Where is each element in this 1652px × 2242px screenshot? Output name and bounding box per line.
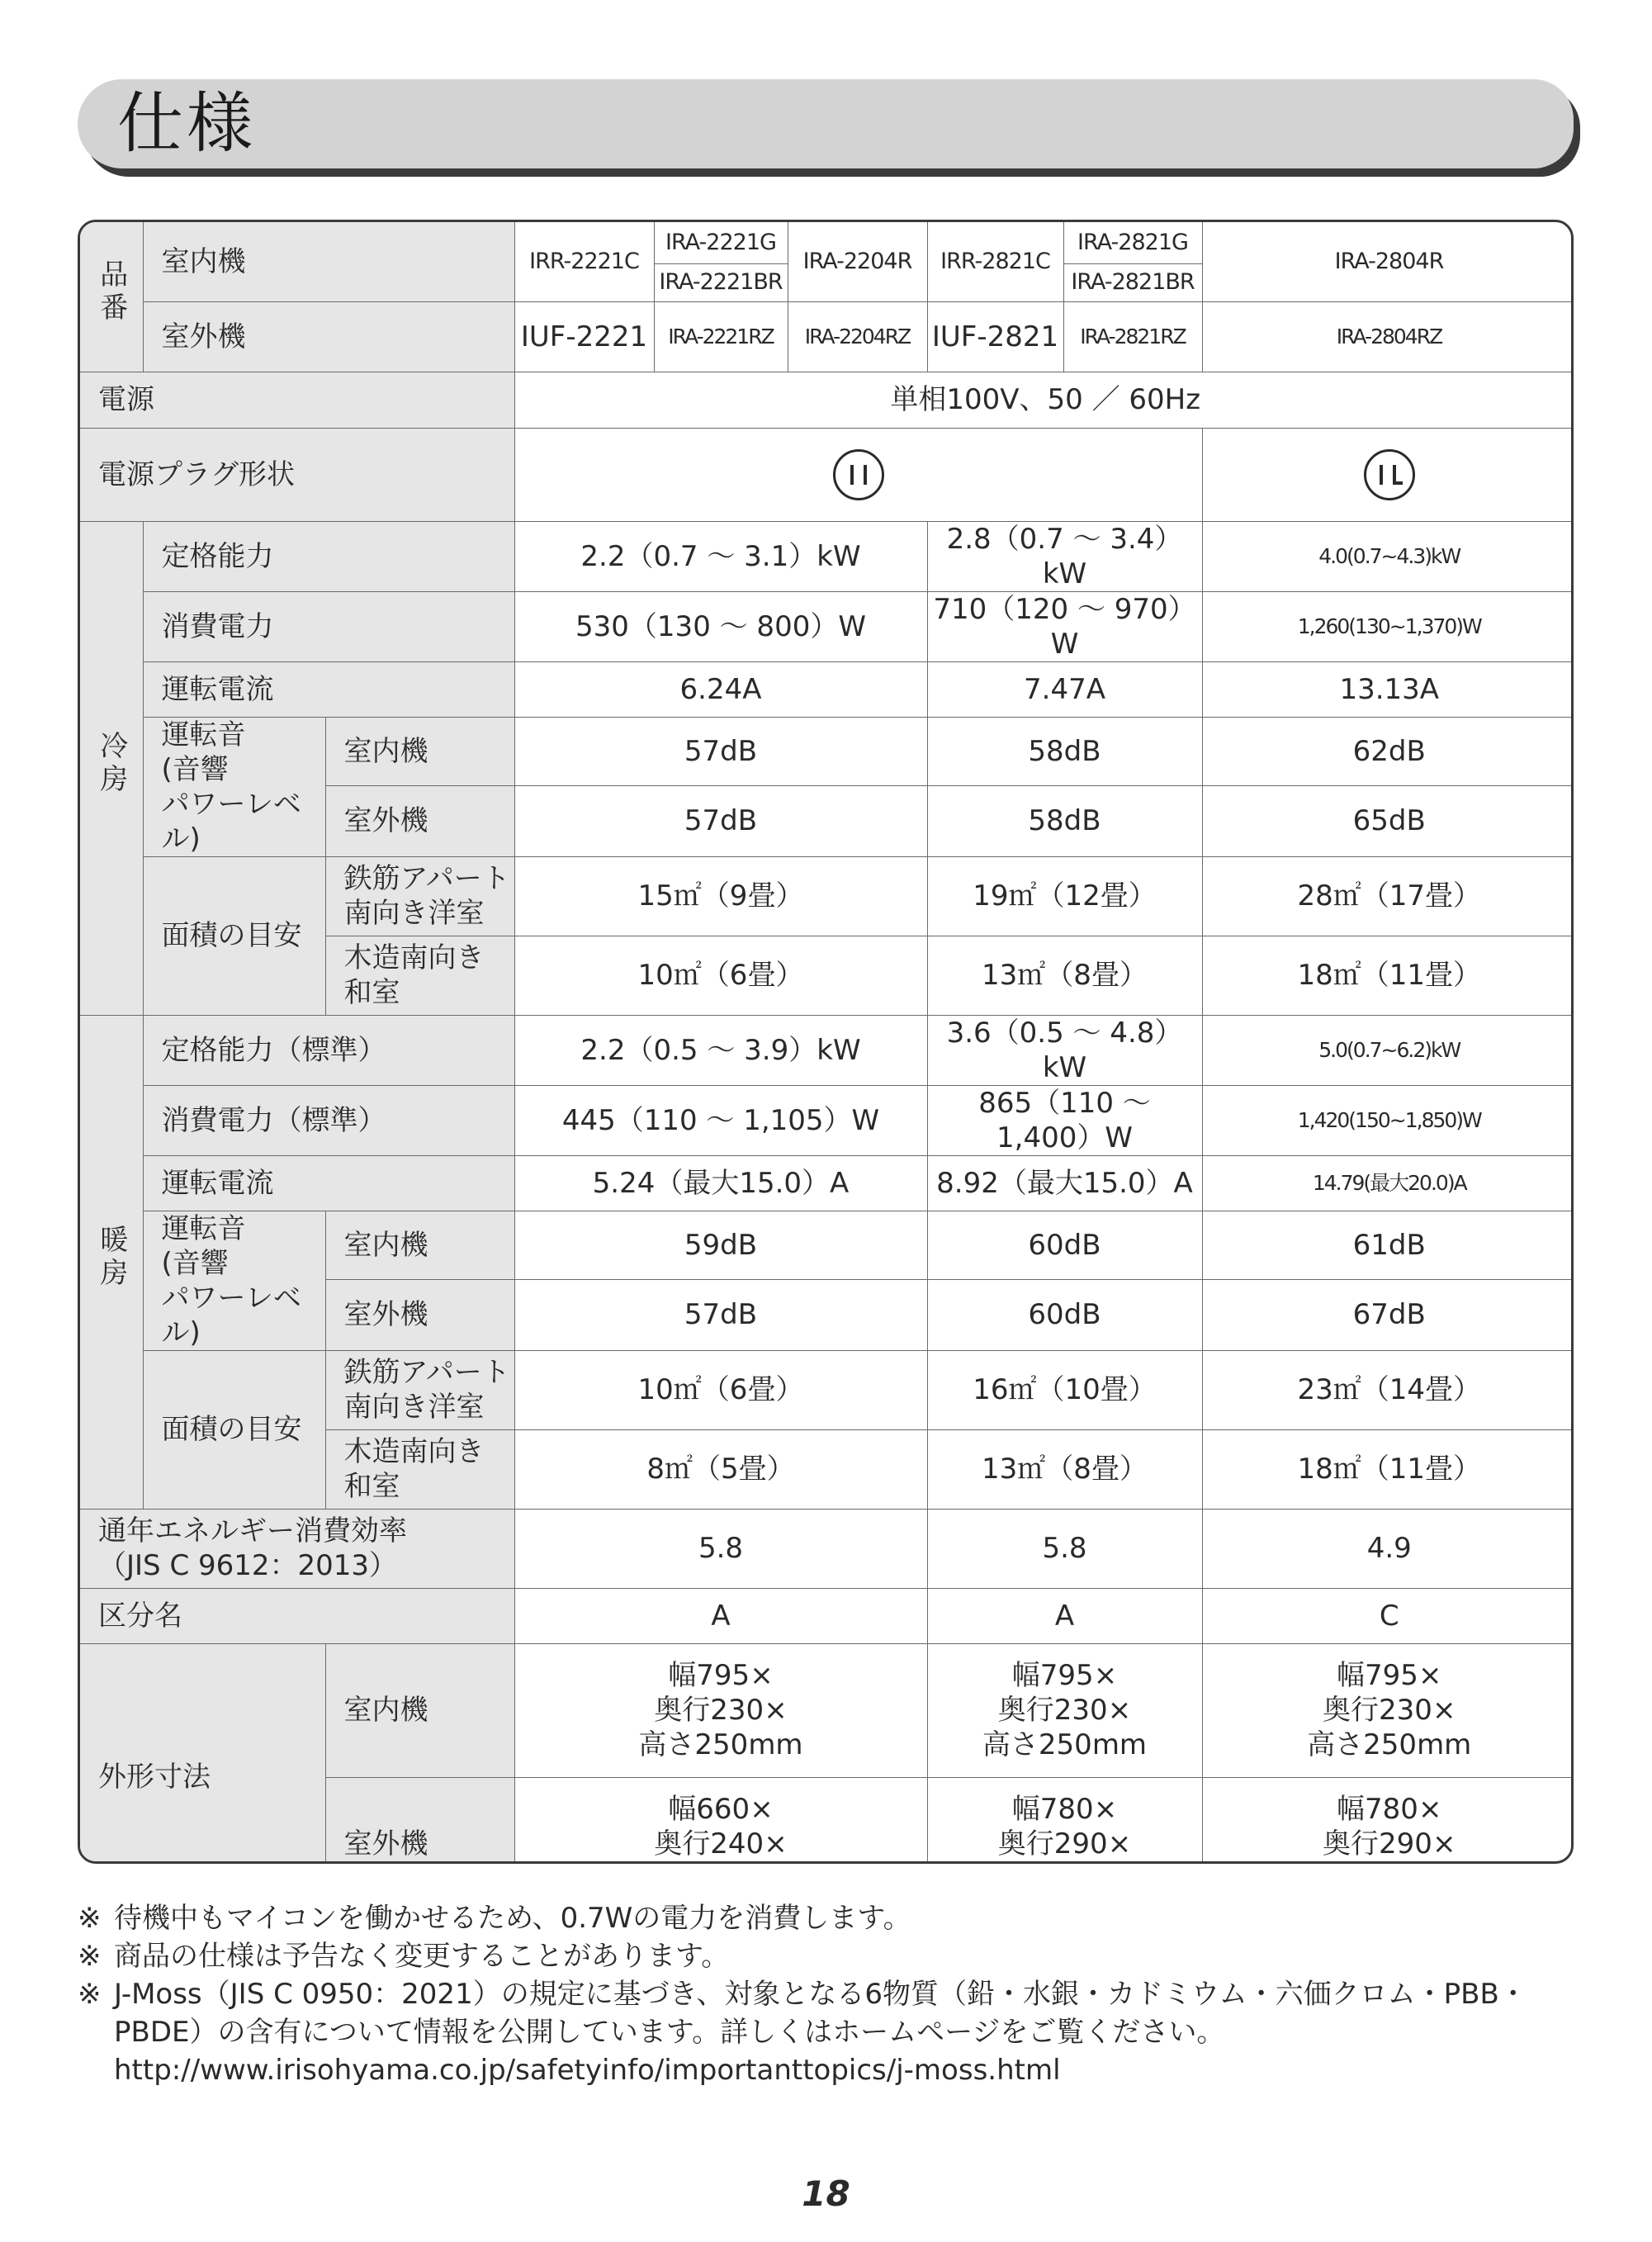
noise-label-cell [143,717,325,856]
note-text-block [114,1975,1580,2089]
noise-label-line: 運転音 [161,718,246,751]
dims-line: 幅795× [668,1659,774,1692]
note-text: 商品の仕様は予告なく変更することがあります。 [114,1940,730,1973]
heating-label: 暖房 [94,1225,128,1291]
indoor-model-label: 室内機 [143,222,514,301]
value-cell: 57dB [514,1280,927,1350]
model-cell: IRA-2204R [788,222,927,301]
note-text: PBDE）の含有について情報を公開しています。詳しくはホームページをご覧ください。 [114,2016,1225,2049]
value-cell: 865（110 ～ 1,400）W [927,1085,1202,1155]
dims-line: 幅795× [1337,1659,1442,1692]
table-row [80,1211,1574,1280]
value-cell: 10㎡（6畳） [514,1350,927,1429]
noise-label-line: パワーレベル) [161,1281,301,1349]
value-cell: 2.8（0.7 ～ 3.4）kW [927,521,1202,591]
table-row [80,856,1574,936]
value-cell: 14.79(最大20.0)A [1202,1155,1574,1211]
dims-line: 高さ250mm [1307,1728,1472,1761]
l-shaped-plug-icon [1364,449,1415,500]
class-label: 区分名 [80,1588,514,1643]
value-cell: 13㎡（8畳） [927,1429,1202,1509]
table-row [80,1350,1574,1429]
table-row [80,301,1574,372]
heating-label-cell [80,1015,143,1509]
dims-line: 幅795× [1011,1659,1118,1692]
value-cell: 1,260(130~1,370)W [1202,591,1574,661]
area-rc-label-line: 南向き洋室 [343,897,485,930]
note-url: http://www.irisohyama.co.jp/safetyinfo/importanttopics/j-moss.html [114,2054,1061,2087]
value-cell: C [1202,1588,1574,1643]
note-item [78,1937,1580,1975]
value-cell: 710（120 ～ 970）W [927,591,1202,661]
value-cell: 4.0(0.7~4.3)kW [1202,521,1574,591]
dims-outdoor-label: 室外機 [325,1777,514,1864]
value-cell: 13㎡（8畳） [927,936,1202,1015]
table-row [80,1015,1574,1085]
dims-cell [927,1777,1202,1864]
table-row [80,1509,1574,1588]
hinban-label-cell [80,222,143,372]
dims-line: 幅780× [1337,1793,1442,1826]
model-cell: IRA-2221BR [654,263,788,301]
value-cell: 5.24（最大15.0）A [514,1155,927,1211]
value-cell: 57dB [514,786,927,856]
outdoor-model-label: 室外機 [143,301,514,372]
dims-indoor-label: 室内機 [325,1643,514,1777]
area-wood-label-line: 木造南向き [343,1435,485,1468]
value-cell: 60dB [927,1211,1202,1280]
area-label: 面積の目安 [143,856,325,1015]
value-cell: 62dB [1202,717,1574,786]
noise-label-line: パワーレベル) [161,787,301,856]
dims-line: 奥行290× [1323,1827,1456,1860]
value-cell: A [927,1588,1202,1643]
cooling-label: 冷房 [94,731,128,797]
model-cell: IRA-2221G [654,222,788,263]
value-cell: 58dB [927,786,1202,856]
value-cell: 530（130 ～ 800）W [514,591,927,661]
area-wood-label-line: 和室 [343,976,400,1009]
value-cell: 5.8 [927,1509,1202,1588]
title-bar [78,79,1574,168]
dims-line: 幅780× [1011,1793,1118,1826]
area-wood-label [325,936,514,1015]
table-row [80,717,1574,786]
dims-line [1203,1861,1574,1864]
table-row [80,1155,1574,1211]
model-cell: IRA-2821RZ [1063,301,1202,372]
dims-line: 奥行230× [654,1694,788,1727]
noise-label-line: 運転音 [161,1211,246,1245]
value-cell: 13.13A [1202,661,1574,717]
notes [78,1899,1580,2089]
plug-type-cell [514,428,1202,521]
parallel-plug-icon [833,449,884,500]
noise-outdoor-label: 室外機 [325,786,514,856]
value-cell: 1,420(150~1,850)W [1202,1085,1574,1155]
dims-line: 奥行290× [997,1827,1132,1860]
table-row [80,1085,1574,1155]
value-cell: 4.9 [1202,1509,1574,1588]
table-row [80,222,1574,263]
table-row [80,591,1574,661]
hinban-label: 品番 [94,259,128,326]
value-cell: 60dB [927,1280,1202,1350]
dims-line: 幅660× [668,1793,774,1826]
table-row [80,428,1574,521]
model-cell: IRA-2804RZ [1202,301,1574,372]
value-cell: 8.92（最大15.0）A [927,1155,1202,1211]
plug-label: 電源プラグ形状 [80,428,514,521]
model-cell: IUF-2821 [927,301,1063,372]
table-row [80,1588,1574,1643]
noise-label-cell [143,1211,325,1350]
value-cell: 445（110 ～ 1,105）W [514,1085,927,1155]
apf-label-line: （JIS C 9612：2013） [98,1549,398,1582]
value-cell: 2.2（0.5 ～ 3.9）kW [514,1015,927,1085]
value-cell: A [514,1588,927,1643]
dims-line: 奥行230× [997,1694,1132,1727]
model-cell: IRA-2221RZ [654,301,788,372]
value-cell: 7.47A [927,661,1202,717]
power-consumption-std-label: 消費電力（標準） [143,1085,514,1155]
value-cell: 59dB [514,1211,927,1280]
value-cell: 58dB [927,717,1202,786]
value-cell: 61dB [1202,1211,1574,1280]
rated-capacity-label: 定格能力 [143,521,514,591]
note-mark: ※ [78,1978,102,2011]
current-label: 運転電流 [143,661,514,717]
cooling-label-cell [80,521,143,1015]
value-cell: 15㎡（9畳） [514,856,927,936]
power-consumption-label: 消費電力 [143,591,514,661]
model-cell: IRR-2221C [514,222,654,301]
model-cell: IRR-2821C [927,222,1063,301]
dims-cell [1202,1777,1574,1864]
model-cell: IRA-2204RZ [788,301,927,372]
value-cell: 67dB [1202,1280,1574,1350]
model-cell: IUF-2221 [514,301,654,372]
area-wood-label [325,1429,514,1509]
noise-label-line: (音響 [161,1246,229,1280]
spec-table-frame [78,220,1574,1864]
value-cell: 6.24A [514,661,927,717]
area-label: 面積の目安 [143,1350,325,1509]
dims-line: 奥行230× [1323,1694,1456,1727]
apf-label [80,1509,514,1588]
value-cell: 18㎡（11畳） [1202,1429,1574,1509]
value-cell: 18㎡（11畳） [1202,936,1574,1015]
dims-line: 奥行240× [654,1827,788,1860]
value-cell: 57dB [514,717,927,786]
dims-line: 高さ250mm [638,1728,803,1761]
value-cell: 19㎡（12畳） [927,856,1202,936]
note-text: J-Moss（JIS C 0950：2021）の規定に基づき、対象となる6物質（鉛・水銀・カドミウム・六価クロム・PBB・ [114,1978,1527,2011]
noise-label-line: (音響 [161,752,229,786]
note-text: 待機中もマイコンを働かせるため、0.7Wの電力を消費します。 [114,1902,911,1935]
value-cell: 2.2（0.7 ～ 3.1）kW [514,521,927,591]
value-cell: 10㎡（6畳） [514,936,927,1015]
spec-table [80,222,1574,1864]
area-rc-label-line: 南向き洋室 [343,1391,485,1424]
dims-cell [1202,1643,1574,1777]
value-cell: 8㎡（5畳） [514,1429,927,1509]
model-cell: IRA-2804R [1202,222,1574,301]
note-item [78,1899,1580,1937]
table-row [80,372,1574,428]
page-title: 仕様 [117,85,256,162]
dims-line [928,1861,1202,1864]
table-row [80,1643,1574,1777]
model-cell: IRA-2821G [1063,222,1202,263]
area-rc-label-line: 鉄筋アパート [343,862,510,895]
current-label: 運転電流 [143,1155,514,1211]
title-banner [78,79,1580,177]
value-cell: 16㎡（10畳） [927,1350,1202,1429]
value-cell: 5.0(0.7~6.2)kW [1202,1015,1574,1085]
value-cell: 5.8 [514,1509,927,1588]
value-cell: 23㎡（14畳） [1202,1350,1574,1429]
power-label: 電源 [80,372,514,428]
apf-label-line: 通年エネルギー消費効率 [98,1514,407,1548]
note-mark: ※ [78,1902,102,1935]
rated-capacity-std-label: 定格能力（標準） [143,1015,514,1085]
plug-type-cell [1202,428,1574,521]
area-wood-label-line: 木造南向き [343,941,485,974]
value-cell: 3.6（0.5 ～ 4.8）kW [927,1015,1202,1085]
area-rc-label [325,856,514,936]
model-cell: IRA-2821BR [1063,263,1202,301]
noise-indoor-label: 室内機 [325,717,514,786]
value-cell: 28㎡（17畳） [1202,856,1574,936]
noise-indoor-label: 室内機 [325,1211,514,1280]
value-cell: 65dB [1202,786,1574,856]
dimensions-label: 外形寸法 [80,1643,325,1864]
page-number: 18 [802,2173,850,2214]
dims-cell [514,1643,927,1777]
area-rc-label-line: 鉄筋アパート [343,1356,510,1389]
area-rc-label [325,1350,514,1429]
dims-line [515,1861,927,1864]
power-value: 単相100V、50 ／ 60Hz [514,372,1574,428]
note-item [78,1975,1580,2089]
dims-cell [927,1643,1202,1777]
dims-cell [514,1777,927,1864]
table-row [80,661,1574,717]
area-wood-label-line: 和室 [343,1470,400,1503]
dims-line: 高さ250mm [982,1728,1148,1761]
note-mark: ※ [78,1940,102,1973]
noise-outdoor-label: 室外機 [325,1280,514,1350]
table-row [80,521,1574,591]
